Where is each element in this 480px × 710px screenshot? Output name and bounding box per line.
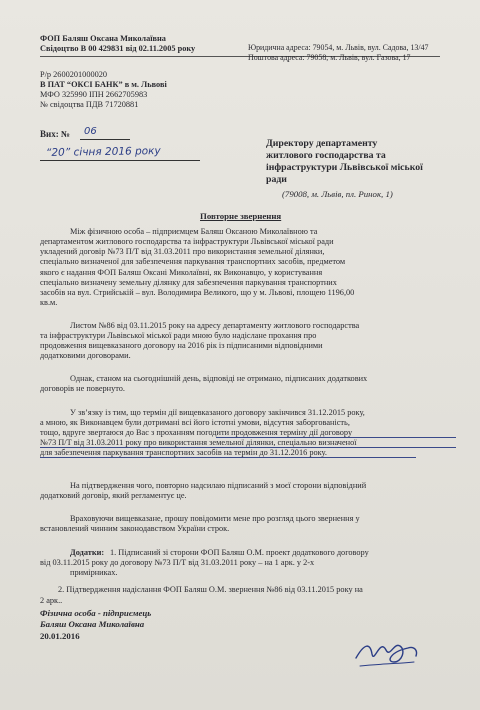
paragraph-line: Листом №86 від 03.11.2015 року на адресу департаменту житлового господарства bbox=[70, 321, 360, 330]
outgoing-label: Вих: № bbox=[40, 129, 70, 139]
bank-name: В ПАТ “ОКСІ БАНК” в м. Львові bbox=[40, 80, 167, 89]
paragraph-line: та інфраструктури Львівської міської ради мною було надіслане прохання про bbox=[40, 331, 317, 340]
paragraph-line: департаментом житлового господарства та інфраструктури Львівської міської ради bbox=[40, 237, 334, 246]
bank-mfo: МФО 325990 ІПН 2662705983 bbox=[40, 90, 148, 99]
attachment-line: від 03.11.2015 року до договору №73 П/Т від 31.03.2011 року – на 1 арк. у 2-х bbox=[40, 558, 315, 567]
attachment-line: примірниках. bbox=[70, 568, 118, 577]
outgoing-date: “20” січня 2016 року bbox=[45, 144, 161, 160]
signature-name: Баляш Оксана Миколаївна bbox=[40, 619, 145, 629]
paragraph-line: продовження вищевказаного договору на 2016 рік із підписаними відповідними bbox=[40, 341, 323, 350]
letterhead-name: ФОП Баляш Оксана Миколаївна bbox=[40, 34, 166, 43]
paragraph-line: Враховуючи вищевказане, прошу повідомити мене про розгляд цього звернення у bbox=[70, 514, 360, 523]
pen-underline bbox=[40, 447, 456, 448]
paragraph-line: тощо, вдруге звертаюся до Вас з проханням погодити продовження терміну дії договору bbox=[40, 428, 353, 437]
pen-underline bbox=[216, 437, 456, 438]
outgoing-date-line bbox=[40, 160, 200, 161]
letterhead-postal-address: Поштова адреса: 79058, м. Львів, вул. Газова, 17 bbox=[248, 53, 411, 62]
bank-account: Р/р 2600201000020 bbox=[40, 70, 108, 79]
attachments-label: Додатки: bbox=[70, 548, 105, 557]
paragraph-line: а мною, як Виконавцем були дотримані всі його істотні умови, відсутня заборгованість, bbox=[40, 418, 350, 427]
letterhead-legal-address: Юридична адреса: 79054, м. Львів, вул. Садова, 13/47 bbox=[248, 43, 429, 52]
vat-certificate: № свідоцтва ПДВ 71720881 bbox=[40, 100, 139, 109]
pen-underline bbox=[40, 457, 416, 458]
signature-date: 20.01.2016 bbox=[40, 631, 80, 641]
paragraph-line: додатковими договорами. bbox=[40, 351, 131, 360]
addressee-line-2: житлового господарства та bbox=[266, 150, 386, 161]
paragraph-line: спеціально визначеної для забезпечення паркування транспортних засобів, предметом bbox=[40, 257, 346, 266]
paragraph-line: Однак, станом на сьогоднішній день, відповіді не отримано, підписаних додаткових bbox=[70, 374, 368, 383]
addressee-line-1: Директору департаменту bbox=[266, 138, 378, 149]
signature-role: Фізична особа - підприємець bbox=[40, 608, 152, 618]
handwritten-signature bbox=[350, 628, 422, 676]
paragraph-line: кв.м. bbox=[40, 298, 58, 307]
addressee-line-4: ради bbox=[266, 174, 287, 185]
paragraph-line: №73 П/Т від 31.03.2011 року про використання земельної ділянки, спеціально визначеної bbox=[40, 438, 357, 447]
attachment-line: 1. Підписаний зі сторони ФОП Баляш О.М. проект додаткового договору bbox=[110, 548, 369, 557]
attachment-line: 2 арк.. bbox=[40, 596, 63, 605]
addressee-line-3: інфраструктури Львівської міської bbox=[266, 162, 423, 173]
letter-title: Повторне звернення bbox=[200, 211, 282, 221]
paragraph-line: договорів не повернуто. bbox=[40, 384, 125, 393]
paragraph-line: для забезпечення паркування транспортних засобів на термін до 31.12.2016 року. bbox=[40, 448, 327, 457]
paragraph-line: У зв’язку із тим, що термін дії вищевказаного договору закінчився 31.12.2015 року, bbox=[70, 408, 365, 417]
attachment-line: 2. Підтвердження надіслання ФОП Баляш О.М. звернення №86 від 03.11.2015 року на bbox=[58, 585, 363, 594]
paragraph-line: укладений договір №73 П/Т від 31.03.2011 про використання земельної ділянки, bbox=[40, 247, 325, 256]
addressee-address: (79008, м. Львів, пл. Ринок, 1) bbox=[282, 189, 393, 199]
paragraph-line: додатковий договір, який регламентує це. bbox=[40, 491, 187, 500]
outgoing-number: 06 bbox=[84, 126, 97, 137]
paragraph-line: якого є надання ФОП Баляш Оксані Миколаївні, як Виконавцю, у користування bbox=[40, 268, 323, 277]
paragraph-line: встановлений чинним законодавством України строк. bbox=[40, 524, 230, 533]
paragraph-line: спеціально визначену земельну ділянку для забезпечення паркування транспортних bbox=[40, 278, 337, 287]
paragraph-line: На підтвердження чого, повторно надсилаю підписаний з моєї сторони відповідний bbox=[70, 481, 367, 490]
paragraph-line: Між фізичною особа – підприємцем Баляш Оксаною Миколаївною та bbox=[70, 227, 318, 236]
outgoing-number-line bbox=[80, 139, 130, 140]
letterhead-certificate: Свідоцтво В 00 429831 від 02.11.2005 року bbox=[40, 44, 196, 53]
paragraph-line: засобів на вул. Стрийській – вул. Володимира Великого, що у м. Львові, площею 1196,00 bbox=[40, 288, 355, 297]
